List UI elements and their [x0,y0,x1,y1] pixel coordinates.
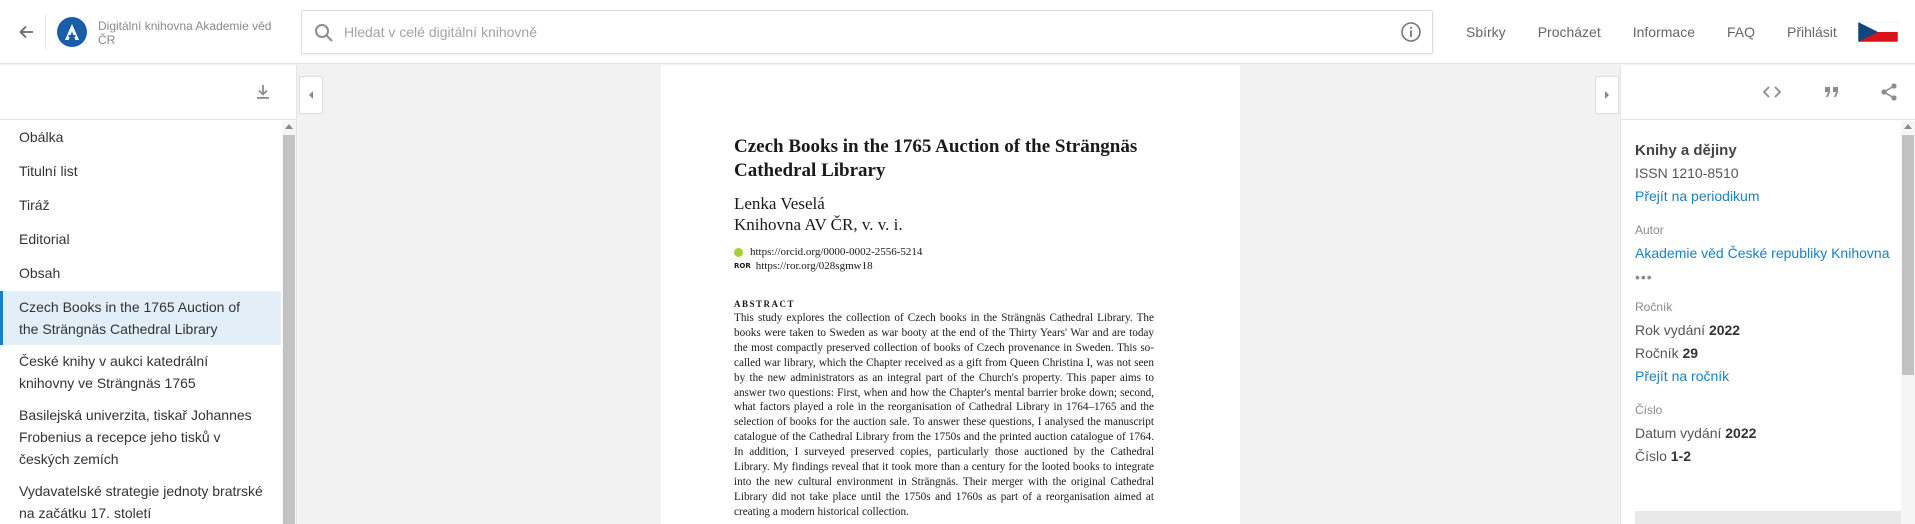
toc-item[interactable]: Vydavatelské strategie jednoty bratrské na začátku 17. století [19,483,263,521]
volume-year [1635,319,1893,342]
chevron-left-icon [307,90,315,100]
author-label: Autor [1635,223,1664,237]
ror-link[interactable]: https://ror.org/028sgmw18 [755,260,873,272]
header-divider [45,14,46,50]
toc-item[interactable]: Editorial [19,231,70,247]
metadata-scrollbar[interactable] [1901,121,1915,524]
issue-date-key: Datum vydání [1635,425,1722,441]
chevron-right-icon [1603,90,1611,100]
metadata-panel [1620,65,1915,524]
article-institution: Knihovna AV ČR, v. v. i. [734,215,903,234]
toc-item[interactable]: Basilejská univerzita, tiskař Johannes Frobenius a recepce jeho tisků v českých zemích [19,407,252,467]
metadata-scrollbar-thumb[interactable] [1902,135,1914,375]
volume-value: 29 [1682,345,1699,361]
search-box [301,10,1433,54]
toc-item[interactable]: Obálka [19,129,64,145]
toc-scrollbar[interactable] [282,121,296,524]
nav-collections[interactable]: Sbírky [1466,24,1506,40]
info-icon[interactable] [1400,21,1422,48]
scroll-up-icon[interactable] [1904,124,1912,129]
issn: ISSN 1210-8510 [1635,165,1739,181]
nav-information[interactable]: Informace [1632,24,1695,40]
table-of-contents-panel [0,65,297,524]
metadata-card-edge [1635,511,1901,524]
article-identifiers [734,245,1154,273]
czech-flag-icon[interactable] [1858,22,1898,42]
author-link[interactable]: Akademie věd České republiky Knihovna [1635,245,1890,261]
article-author: Lenka Veselá [734,194,825,213]
app-header [0,0,1915,64]
orcid-icon [734,248,743,257]
year-value: 2022 [1708,322,1741,338]
volume-number [1635,342,1893,365]
volume-label: Ročník [1635,300,1673,314]
toc-item[interactable]: Titulní list [19,163,78,179]
toc-item[interactable]: Tiráž [19,197,50,213]
search-input[interactable] [344,11,1374,53]
issue-number [1635,445,1893,468]
more-authors-button[interactable]: ••• [1635,269,1653,285]
toc-list [0,121,281,524]
main-nav [1466,0,1869,64]
nav-browse[interactable]: Procházet [1537,24,1601,40]
volume-link[interactable]: Přejít na ročník [1635,368,1730,384]
toc-scrollbar-thumb[interactable] [283,135,295,524]
download-icon[interactable] [254,83,272,106]
toc-item[interactable]: Obsah [19,265,61,281]
scroll-up-icon[interactable] [285,124,293,129]
periodical-title: Knihy a dějiny [1635,142,1737,159]
volume-key: Ročník [1635,345,1679,361]
code-icon[interactable] [1762,82,1782,107]
page-content [734,135,1154,520]
metadata-content [1635,128,1893,468]
toc-item[interactable]: České knihy v aukci katedrální knihovny ve Strängnäs 1765 [19,353,209,391]
nav-login[interactable]: Přihlásit [1787,24,1837,40]
issue-value: 1-2 [1670,448,1692,464]
back-arrow-icon[interactable] [14,20,38,44]
article-title: Czech Books in the 1765 Auction of the Strängnäs Cathedral Library [734,136,1138,181]
issue-key: Číslo [1635,448,1667,464]
periodical-link[interactable]: Přejít na periodikum [1635,188,1760,204]
academy-logo-icon[interactable] [57,17,87,47]
brand-name[interactable]: Digitální knihovna Akademie věd ČR [98,19,272,47]
collapse-right-button[interactable] [1595,76,1619,114]
quote-icon[interactable] [1822,82,1842,107]
right-toolbar [1621,65,1915,120]
toc-item-active[interactable]: Czech Books in the 1765 Auction of the Strängnäs Cathedral Library [0,291,281,345]
issue-date-value: 2022 [1725,425,1757,441]
share-icon[interactable] [1879,82,1899,107]
document-page [661,65,1240,524]
left-toolbar [0,65,296,120]
ror-line [734,259,1154,273]
issue-date [1635,422,1893,445]
search-icon [314,23,334,48]
orcid-line [734,245,1154,259]
issue-label: Číslo [1635,403,1663,417]
year-key: Rok vydání [1635,322,1706,338]
abstract-heading: ABSTRACT [734,299,796,309]
collapse-left-button[interactable] [299,76,323,114]
abstract-text: This study explores the collection of Czech books in the Strängnäs Cathedral Library. The books were taken to Sweden as war booty at the end of the Thirty Years' War and are today the most compactly preserved collection of books of Czech provenance in Sweden. This so-called war library, which the Chapter received as a gift from Queen Christina I, was not seen by the new administrators as an integral part of the Church's property. This paper aims to answer two questions: First, when and how the Chapter's mental barrier broke down; second, what factors played a role in the reorganisation of Cathedral Library in 1764–1765 and the selection of books for the auction sale. To answer these questions, I analysed the manuscript catalogue of the Cathedral Library from the 1750s and the printed auction catalogue of 1764. In addition, I surveyed preserved copies, particularly those auctioned by the Cathedral Library. My findings reveal that it took more than a century for the looted books to integrate into the new cultural environment in Strängnäs. Their merger with the original Cathedral Library did not take place until the 1750s and 1760s as part of a reorganisation aimed at creating a modern historical collection. [734,312,1154,518]
nav-faq[interactable]: FAQ [1726,24,1755,40]
orcid-link[interactable]: https://orcid.org/0000-0002-2556-5214 [750,246,923,258]
ror-icon: ROR [734,262,751,270]
